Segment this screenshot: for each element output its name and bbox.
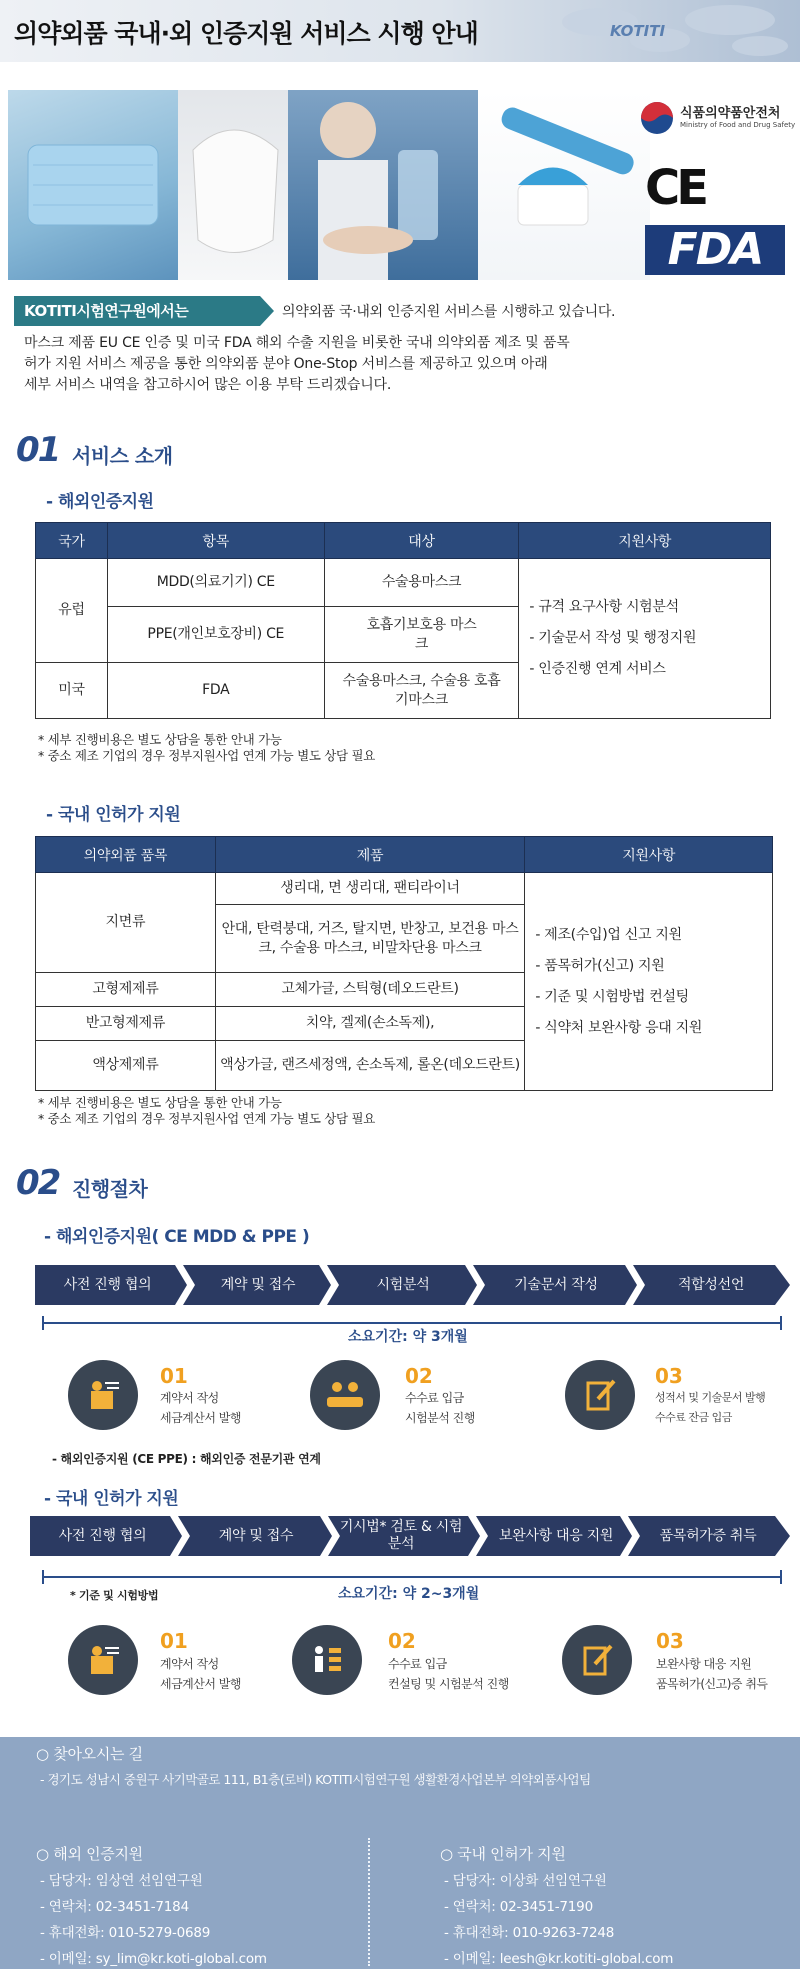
product-cell: 안대, 탄력붕대, 거즈, 탈지면, 반창고, 보건용 마스크, 수술용 마스크, 비말차단용 마스크	[215, 905, 525, 973]
phase-line: 컨설팅 및 시험분석 진행	[388, 1677, 509, 1691]
section-title: 서비스 소개	[72, 444, 173, 468]
phase-desc	[655, 1388, 765, 1428]
toothbrush-photo	[478, 90, 650, 280]
intro-highlight: KOTITI시험연구원에서는	[14, 296, 260, 326]
consulting-icon	[309, 1642, 345, 1678]
phase-line: 계약서 작성	[160, 1391, 219, 1405]
duration-cap	[42, 1316, 44, 1330]
document-icon	[582, 1377, 618, 1413]
duration-cap	[780, 1316, 782, 1330]
phase-circle	[68, 1625, 138, 1695]
duration-line	[42, 1576, 782, 1578]
table-header: 지원사항	[519, 523, 771, 559]
process-step: 품목허가증 취득	[659, 1527, 757, 1544]
process-step: 보완사항 대응 지원	[498, 1527, 614, 1544]
contract-icon	[85, 1377, 121, 1413]
contact-lines	[444, 1868, 673, 1969]
contact-title: ○ 국내 인허가 지원	[440, 1845, 566, 1863]
phase-desc	[405, 1388, 475, 1428]
support-item: - 제조(수입)업 신고 지원	[535, 926, 682, 943]
phase-circle	[310, 1360, 380, 1430]
phase-number: 03	[656, 1629, 684, 1653]
phase-circle	[68, 1360, 138, 1430]
phase-line: 수수료 입금	[405, 1391, 464, 1405]
note: * 세부 진행비용은 별도 상담을 통한 안내 가능	[38, 732, 282, 747]
contact-email[interactable]: - 이메일: sy_lim@kr.koti-global.com	[40, 1951, 267, 1967]
analysis-icon	[325, 1377, 365, 1413]
phase-number: 03	[655, 1364, 683, 1388]
phase-circle	[562, 1625, 632, 1695]
contact-line: - 휴대전화: 010-9263-7248	[444, 1925, 615, 1941]
phase-line: 세금계산서 발행	[160, 1677, 241, 1691]
support-item: - 인증진행 연계 서비스	[529, 661, 666, 677]
section-number: 02	[16, 1163, 60, 1203]
contact-lines	[40, 1868, 267, 1969]
directions-title: ○ 찾아오시는 길	[36, 1745, 143, 1763]
intro-line: 마스크 제품 EU CE 인증 및 미국 FDA 해외 수출 지원을 비롯한 국내 의약외품 제조 및 품목	[24, 335, 570, 351]
duration-cap	[780, 1570, 782, 1584]
intro-line: 세부 서비스 내역을 참고하시어 많은 이용 부탁 드리겠습니다.	[24, 377, 392, 393]
header-banner	[0, 0, 800, 62]
contact-email[interactable]: - 이메일: leesh@kr.kotiti-global.com	[444, 1951, 674, 1967]
contact-line: - 담당자: 임상연 선임연구원	[40, 1873, 203, 1889]
contact-line: - 연락처: 02-3451-7190	[444, 1899, 593, 1915]
phase-number: 01	[160, 1364, 188, 1388]
document-icon	[579, 1642, 615, 1678]
duration-label: 소요기간: 약 2~3개월	[328, 1583, 489, 1603]
note: * 중소 제조 기업의 경우 정부지원사업 연계 가능 별도 상담 필요	[38, 748, 376, 763]
asterisk-note: * 기준 및 시험방법	[70, 1589, 159, 1602]
target-cell: 수술용마스크, 수술용 호흡기마스크	[324, 663, 519, 719]
table-header: 국가	[36, 523, 108, 559]
process-step: 기술문서 작성	[514, 1276, 598, 1293]
intro-lead: 의약외품 국·내외 인증지원 서비스를 시행하고 있습니다.	[282, 304, 616, 320]
item-cell: PPE(개인보호장비) CE	[107, 607, 324, 663]
domestic-service-table	[35, 836, 773, 1091]
hand-sanitizer-photo	[288, 90, 478, 280]
category-cell: 액상제제류	[36, 1041, 216, 1091]
phase-line: 시험분석 진행	[405, 1411, 475, 1425]
mfds-name-en: Ministry of Food and Drug Safety	[680, 121, 796, 129]
product-cell: 고체가글, 스틱형(데오드란트)	[215, 973, 525, 1007]
support-item: - 규격 요구사항 시험분석	[529, 599, 679, 615]
phase-line: 수수료 입금	[388, 1657, 447, 1671]
contact-line: - 연락처: 02-3451-7184	[40, 1899, 189, 1915]
phase-line: 세금계산서 발행	[160, 1411, 241, 1425]
support-item: - 품목허가(신고) 지원	[535, 957, 665, 974]
kn95-mask-photo	[178, 90, 288, 280]
process-step: 사전 진행 협의	[58, 1527, 147, 1544]
process-step: 계약 및 접수	[218, 1527, 294, 1544]
section-title: 진행절차	[72, 1177, 148, 1201]
contact-line: - 담당자: 이상화 선임연구원	[444, 1873, 607, 1889]
mfds-logo	[640, 98, 796, 138]
surgical-mask-photo	[8, 90, 178, 280]
phase-line: 보완사항 대응 지원	[656, 1657, 752, 1671]
process-step: 적합성선언	[677, 1276, 745, 1293]
intro-body	[24, 333, 784, 396]
phase-desc	[160, 1654, 241, 1694]
category-cell: 지면류	[36, 873, 216, 973]
phase-line: 계약서 작성	[160, 1657, 219, 1671]
support-item: - 기술문서 작성 및 행정지원	[529, 630, 697, 646]
phase-desc	[160, 1388, 241, 1428]
support-item: - 기준 및 시험방법 컨설팅	[535, 988, 689, 1005]
world-map-graphic	[540, 0, 800, 62]
product-cell: 치약, 겔제(손소독제),	[215, 1007, 525, 1041]
intro-highlight-arrow	[260, 296, 274, 326]
note: * 중소 제조 기업의 경우 정부지원사업 연계 가능 별도 상담 필요	[38, 1111, 376, 1126]
table-header: 제품	[215, 837, 525, 873]
table-header: 대상	[324, 523, 519, 559]
country-cell: 미국	[36, 663, 108, 719]
process-step: 사전 진행 협의	[63, 1276, 152, 1293]
phase-circle	[292, 1625, 362, 1695]
process-step: 계약 및 접수	[220, 1276, 296, 1293]
duration-label: 소요기간: 약 3개월	[338, 1326, 478, 1346]
table-header: 지원사항	[525, 837, 773, 873]
category-cell: 반고형제제류	[36, 1007, 216, 1041]
mfds-name-ko: 식품의약품안전처	[680, 106, 781, 121]
contact-title: ○ 해외 인증지원	[36, 1845, 143, 1863]
subsection-heading: - 해외인증지원	[46, 492, 154, 512]
process-step: 기시법* 검토 & 시험분석	[339, 1519, 463, 1552]
support-cell	[519, 559, 771, 719]
product-cell: 액상가글, 랜즈세정액, 손소독제, 롤온(데오드란트)	[215, 1041, 525, 1091]
kotiti-logo: KOTITI	[610, 22, 666, 40]
table-header: 항목	[107, 523, 324, 559]
phase-line: 수수료 잔금 입금	[655, 1411, 732, 1424]
phase-desc	[656, 1654, 768, 1694]
phase-number: 02	[388, 1629, 416, 1653]
item-cell: FDA	[107, 663, 324, 719]
subsection-heading: - 국내 인허가 지원	[46, 805, 181, 825]
product-cell: 생리대, 면 생리대, 팬티라이너	[215, 873, 525, 905]
address: - 경기도 성남시 중원구 사기막골로 111, B1층(로비) KOTITI시험연구원 생활환경사업본부 의약외품사업팀	[40, 1772, 591, 1787]
phase-number: 02	[405, 1364, 433, 1388]
overseas-service-table	[35, 522, 771, 719]
intro-line: 허가 지원 서비스 제공을 통한 의약외품 분야 One-Stop 서비스를 제공하고 있으며 아래	[24, 356, 548, 372]
phase-number: 01	[160, 1629, 188, 1653]
ce-mark: CE	[645, 160, 706, 216]
fda-logo: FDA	[645, 225, 785, 275]
subsection-heading: - 국내 인허가 지원	[44, 1489, 179, 1509]
support-item: - 식약처 보완사항 응대 지원	[535, 1019, 703, 1036]
section-number: 01	[16, 430, 60, 470]
overseas-process-bar	[35, 1265, 790, 1305]
country-cell: 유럽	[36, 559, 108, 663]
note: * 세부 진행비용은 별도 상담을 통한 안내 가능	[38, 1095, 282, 1110]
target-cell: 호흡기보호용 마스크	[324, 607, 519, 663]
domestic-process-bar	[30, 1516, 790, 1556]
phase-line: 품목허가(신고)증 취득	[656, 1677, 768, 1691]
category-cell: 고형제제류	[36, 973, 216, 1007]
page-title: 의약외품 국내·외 인증지원 서비스 시행 안내	[14, 19, 478, 48]
item-cell: MDD(의료기기) CE	[107, 559, 324, 607]
contract-icon	[85, 1642, 121, 1678]
subsection-heading: - 해외인증지원( CE MDD & PPE )	[44, 1227, 310, 1247]
footer-divider	[368, 1838, 370, 1966]
contact-line: - 휴대전화: 010-5279-0689	[40, 1925, 211, 1941]
phase-desc	[388, 1654, 509, 1694]
phase-circle	[565, 1360, 635, 1430]
duration-cap	[42, 1570, 44, 1584]
table-header: 의약외품 품목	[36, 837, 216, 873]
overseas-footnote: - 해외인증지원 (CE PPE) : 해외인증 전문기관 연계	[52, 1452, 321, 1466]
process-step: 시험분석	[376, 1276, 430, 1293]
phase-line: 성적서 및 기술문서 발행	[655, 1391, 766, 1404]
duration-line	[42, 1322, 782, 1324]
support-cell	[525, 873, 773, 1091]
target-cell: 수술용마스크	[324, 559, 519, 607]
